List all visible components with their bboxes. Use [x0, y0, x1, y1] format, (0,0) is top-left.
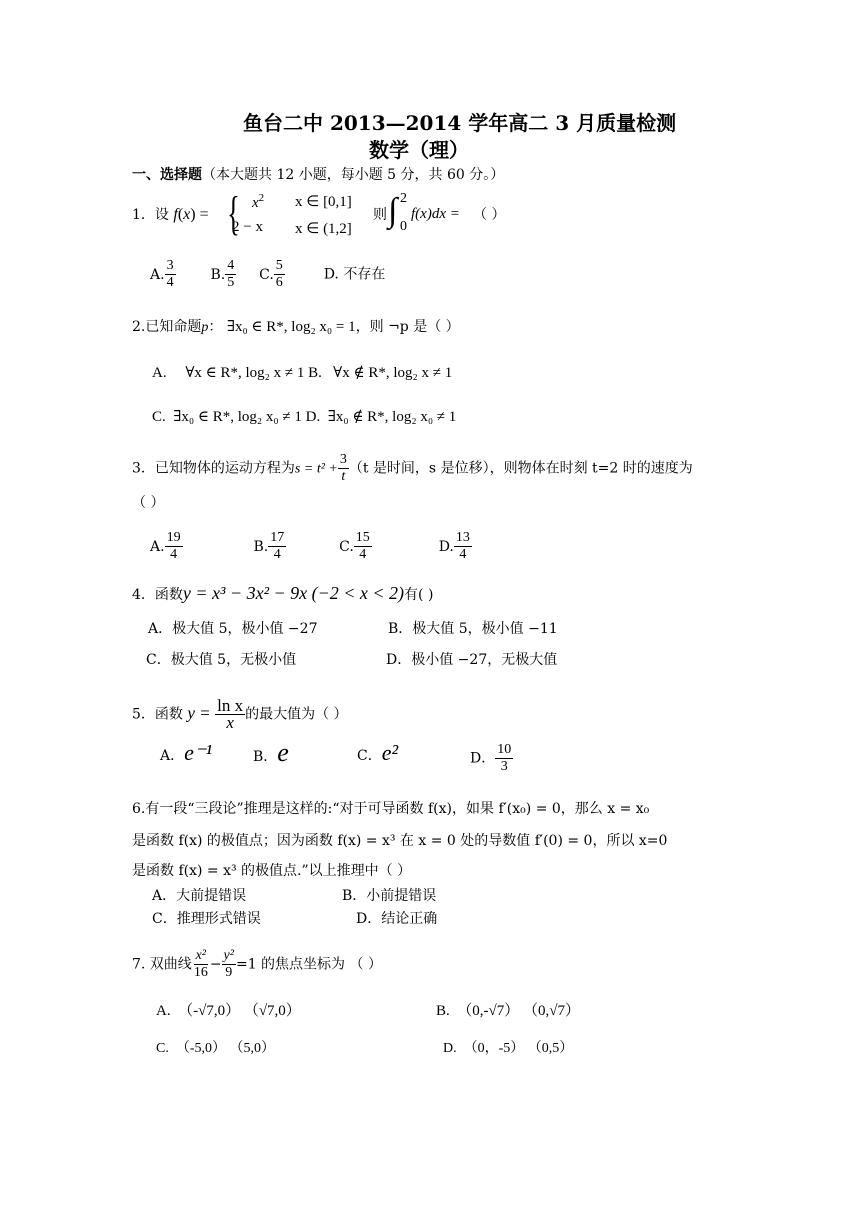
- q7-option-d: D. （0，-5） （0,5）: [443, 1041, 574, 1056]
- q5-option-a: A．e⁻¹: [160, 740, 213, 765]
- q7-option-c: C. （-5,0） （5,0）: [156, 1041, 276, 1056]
- q6-line1: 6.有一段“三段论”推理是这样的:“对于可导函数 f(x)，如果 f′(x₀) = 0，那么 x = x₀: [132, 801, 650, 817]
- q1-piece2: 2 − x: [232, 219, 263, 235]
- q7-option-a: A. （-√7,0） （√7,0）: [156, 1003, 301, 1019]
- page-title: 鱼台二中 2013—2014 学年高二 3 月质量检测: [243, 111, 677, 135]
- q4-expr: y = x³ − 3x² − 9x (−2 < x < 2): [182, 583, 405, 603]
- q3-option-b: B. $\frac{17}{4}$: [253, 530, 285, 562]
- q1-integral: [388, 192, 397, 230]
- q6-line3: 是函数 f(x) = x³ 的极值点.”以上推理中（ ）: [132, 863, 412, 879]
- q1-fx-arg: (x) =: [177, 206, 209, 223]
- q1-then: 则: [373, 207, 387, 223]
- q4-option-c: C．极大值 5，无极小值: [146, 652, 297, 668]
- q2-option-a: ∀x ∈ R*, log₂ x ≠ 1: [185, 365, 305, 381]
- section-note: （本大题共 12 小题，每小题 5 分，共 60 分。）: [202, 167, 505, 183]
- q1-blank: （ ）: [473, 207, 506, 223]
- q6-option-b: B．小前提错误: [342, 888, 437, 904]
- q5-option-c: C．e²: [357, 740, 399, 765]
- q4-option-b: B．极大值 5，极小值 −11: [388, 621, 558, 637]
- q7-frac1: $\frac{\text{x²}}{16}$: [193, 948, 208, 980]
- q5-y: y =: [187, 703, 211, 723]
- q3-options: [150, 530, 472, 563]
- q1-option-a: A. $\frac{3}{4}$: [150, 258, 174, 290]
- q1-piece1-cond: x ∈ [0,1]: [295, 194, 352, 210]
- q5-frac: $\frac{\text{ln x}}{x}$: [217, 696, 244, 732]
- q1-integrand: f(x)dx =: [411, 206, 460, 222]
- q4-option-a: A．极大值 5，极小值 −27: [148, 621, 318, 637]
- q2-option-c: ∃x₀ ∈ R*, log₂ x₀ ≠ 1: [173, 409, 302, 425]
- q1-piece1: $x^2$: [252, 192, 265, 211]
- q1-option-d: D. 不存在: [323, 266, 386, 283]
- q3-option-a: A. $\frac{19}{4}$: [150, 530, 181, 562]
- q4-stem: 4．函数y = x³ − 3x² − 9x (−2 < x < 2)有( ): [132, 583, 434, 603]
- q1-options: [150, 258, 385, 291]
- q2-options-cd: C. ∃x₀ ∈ R*, log₂ x₀ ≠ 1 D. ∃x₀ ∉ R*, log₂ x₀ ≠ 1: [152, 409, 457, 425]
- q2-stem: 2.已知命题p： ∃x₀ ∈ R*, log₂ x₀ = 1，则 ¬p 是（ ）: [132, 319, 460, 335]
- q7-stem: 7. 双曲线 $\frac{\text{x²}}{16}$ − $\frac{\text{y²}}{9}$ =1 的焦点坐标为 （ ）: [132, 948, 382, 980]
- q5-stem: 5．函数 y = $\frac{\text{ln x}}{x}$ 的最大值为（ ）: [132, 696, 348, 732]
- q1-option-b: B. $\frac{4}{5}$: [210, 258, 235, 290]
- q3-blank: （ ）: [132, 495, 165, 511]
- q1-fx: f: [173, 206, 178, 223]
- integral-sign-icon: ∫: [388, 192, 398, 229]
- q2-option-d: ∃x₀ ∉ R*, log₂ x₀ ≠ 1: [327, 409, 457, 425]
- q6-line2: 是函数 f(x) 的极值点；因为函数 f(x) = x³ 在 x = 0 处的导数值 f′(0) = 0，所以 x=0: [132, 833, 668, 849]
- q3-option-c: C. $\frac{15}{4}$: [339, 530, 370, 562]
- page-subtitle: 数学（理）: [369, 138, 469, 162]
- q5-option-b: B．e: [253, 738, 289, 767]
- q1-prefix-text: 1．设: [132, 207, 169, 223]
- q6-option-d: D．结论正确: [356, 911, 438, 927]
- q6-option-a: A．大前提错误: [152, 888, 247, 904]
- q3-stem: 3．已知物体的运动方程为s = t² + $\frac{3}{t}$ （t 是时间，s 是位移），则物体在时刻 t=2 时的速度为: [132, 452, 693, 484]
- q5-option-d: D． $\frac{10}{3}$: [470, 742, 512, 774]
- q2-statement: ∃x₀ ∈ R*, log₂ x₀ = 1: [226, 319, 356, 335]
- q1-brace: {: [227, 187, 240, 240]
- q4-option-d: D．极小值 −27，无极大值: [386, 652, 558, 668]
- q7-option-b: B. （0,-√7） （0,√7）: [436, 1003, 580, 1019]
- q6-option-c: C．推理形式错误: [152, 911, 261, 927]
- q3-frac: $\frac{3}{t}$: [339, 452, 347, 484]
- q1-option-c: C. $\frac{5}{6}$: [259, 258, 283, 290]
- q7-frac2: $\frac{\text{y²}}{9}$: [223, 948, 234, 980]
- q3-eq: s = t² +: [294, 461, 338, 477]
- section-heading: [132, 166, 504, 184]
- q1-piece2-cond: x ∈ (1,2]: [295, 221, 352, 237]
- q1-int-upper: 2: [400, 191, 407, 206]
- q1-piece1-expr: x: [252, 195, 259, 211]
- q3-option-d: D. $\frac{13}{4}$: [438, 530, 470, 562]
- q2-options-ab: A. ∀x ∈ R*, log₂ x ≠ 1 B. ∀x ∉ R*, log₂ x ≠ 1: [152, 365, 453, 381]
- q1-int-lower: 0: [400, 219, 407, 234]
- section-title: 一、选择题: [132, 167, 202, 183]
- q1-prefix: [132, 206, 209, 224]
- q2-option-b: ∀x ∉ R*, log₂ x ≠ 1: [333, 365, 453, 381]
